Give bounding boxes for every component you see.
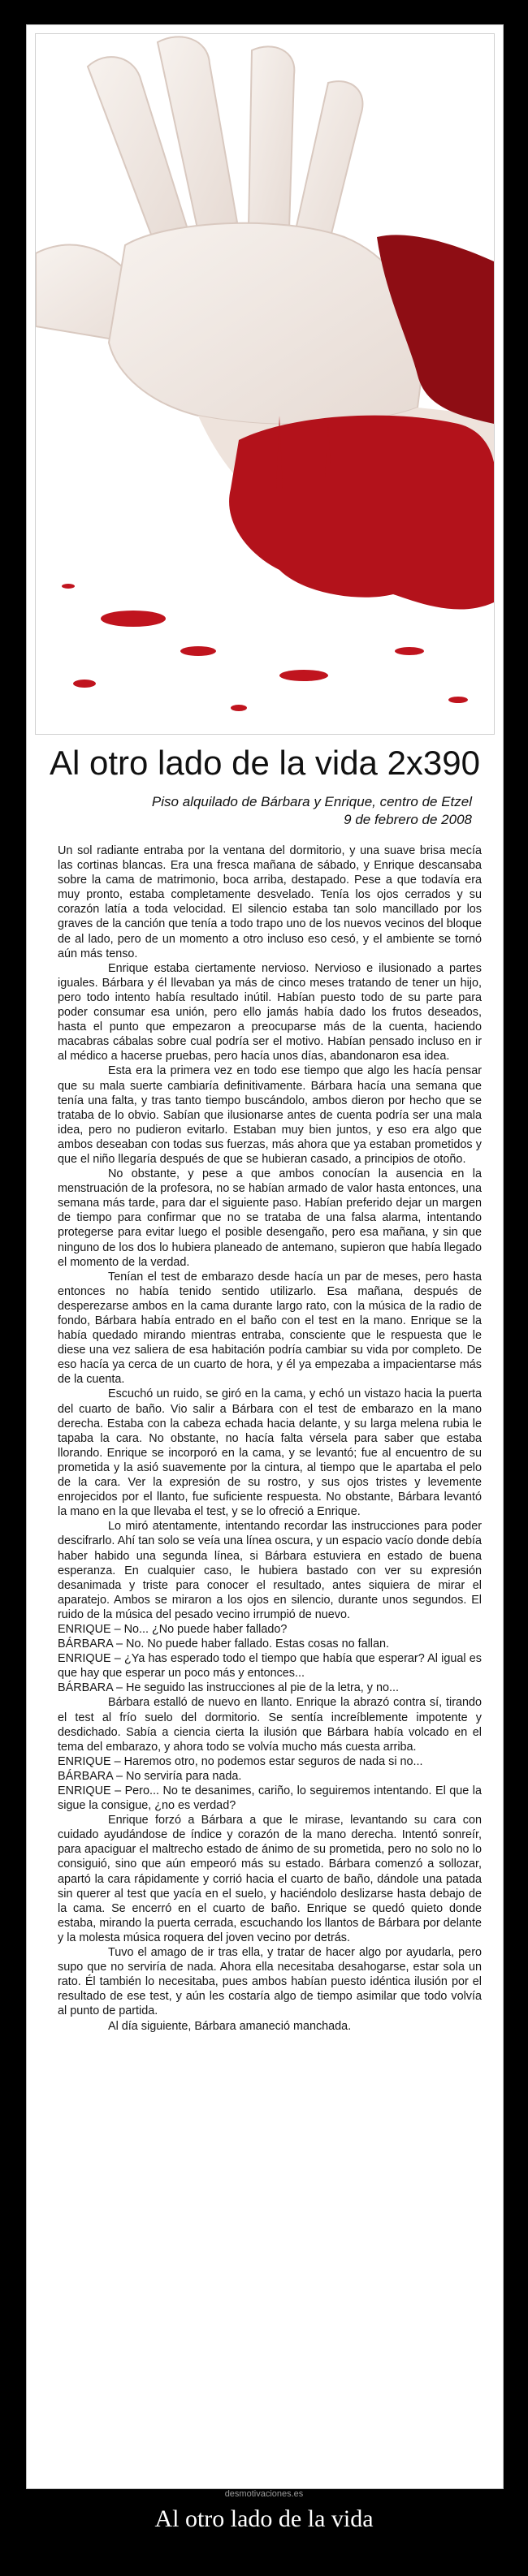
story-place: Piso alquilado de Bárbara y Enrique, centro de Etzel [151, 794, 472, 809]
story-paragraph: Tuvo el amago de ir tras ella, y tratar de hacer algo por ayudarla, pero supo que no serviría de nada. Ahora ella necesitaba desahogarse, estar sola un rato. Él también lo necesitaba, pues ambos habían puesto idéntica ilusión por el resultado de ese test, y aún les costaría algo de tiempo asimilar que todo volvía al punto de partida. [58, 1946, 482, 2018]
story-paragraph: Escuchó un ruido, se giró en la cama, y echó un vistazo hacia la puerta del cuarto de baño. Vio salir a Bárbara con el test de embarazo en la mano derecha. Estaba con la cabeza echada hacia delante, y su larga melena rubia le tapaba la cara. No obstante, no hacía falta vérsela para saber que estaba llorando. Enrique se incorporó en la cama, y se levantó; fue al encuentro de su prometida y la asió suavemente por la cintura, al tiempo que le apartaba el pelo de la cara. Ver la expresión de su rostro, y sus ojos tristes y levemente enrojecidos por el llanto, fue suficiente respuesta. No obstante, Bárbara levantó la mano en la que llevaba el test, y se lo ofreció a Enrique. [58, 1387, 482, 1519]
story-date: 9 de febrero de 2008 [344, 812, 472, 827]
story-paragraph: Al día siguiente, Bárbara amaneció manchada. [108, 2019, 352, 2033]
story-paragraph: Enrique forzó a Bárbara a que le mirase, levantando su cara con cuidado ayudándose de índice y corazón de la mano derecha. Intentó sonreír, para apaciguar el maltrecho estado de ánimo de su prometida, pero no solo no lo consiguió, sino que aún empeoró más su estado. Bárbara comenzó a sollozar, apartó la cara rápidamente y corrió hacia el cuarto de baño, dándole una patada sin querer al test que yacía en el suelo, y haciéndolo deslizarse hasta debajo de la cama. Se encerró en el cuarto de baño. Enrique se quedó quieto donde estaba, mirando la puerta cerrada, escuchando los llantos de Bárbara por delante y la molesta música roquera del joven vecino por detrás. [58, 1814, 482, 1944]
story-title: Al otro lado de la vida 2x390 [49, 744, 481, 782]
site-watermark: desmotivaciones.es [224, 2489, 304, 2499]
story-paragraph: Lo miró atentamente, intentando recordar las instrucciones para poder descifrarlo. Ahí tan solo se veía una línea oscura, y un espacio vacío donde debía haber habido una segunda línea, si Bárbara estuviera en estado de buena esperanza. En cualquier caso, le hubiera bastado con ver su expresión desanimada y triste para conocer el resultado, antes siquiera de mirar el aparatejo. Ambos se miraron a los ojos en silencio, durante unos segundos. El ruido de la música del pesado vecino irrumpió de nuevo. [58, 1520, 482, 1621]
story-paragraph: ENRIQUE – No... ¿No puede haber fallado? [58, 1622, 288, 1636]
story-body [58, 844, 482, 2034]
poster-frame [26, 24, 504, 2489]
story-paragraph: BÁRBARA – No. No puede haber fallado. Estas cosas no fallan. [58, 1638, 389, 1651]
story-paragraph: BÁRBARA – No serviría para nada. [58, 1769, 242, 1783]
story-paragraph: ENRIQUE – Pero... No te desanimes, cariño, lo seguiremos intentando. El que la sigue la consigue, ¿no es verdad? [58, 1784, 482, 1813]
story-paragraph: ENRIQUE – Haremos otro, no podemos estar seguros de nada si no... [58, 1754, 423, 1768]
story-setting [152, 793, 472, 829]
poster-caption: Al otro lado de la vida [154, 2505, 374, 2532]
story-paragraph: Enrique estaba ciertamente nervioso. Nervioso e ilusionado a partes iguales. Bárbara y él llevaban ya más de cinco meses tratando de tener un hijo, pero todo intento había resultado inútil. Habían puesto todo de su parte para poder consumar esa unión, pero ello jamás había dado los frutos deseados, hasta el punto que empezaron a preocuparse más de la cuenta, haciendo macabras cábalas sobre cual podría ser el motivo. Habían pensado incluso en ir al médico a hacerse pruebas, pero hacía unos días, abandonaron esa idea. [58, 961, 482, 1064]
story-paragraph: ENRIQUE – ¿Ya has esperado todo el tiempo que había que esperar? Al igual es que hay que esperar un poco más y entonces... [58, 1652, 482, 1681]
bloody-hand-image [36, 34, 494, 734]
story-paragraph: Tenían el test de embarazo desde hacía un par de meses, pero hasta entonces no había tenido sentido utilizarlo. Esa mañana, después de desperezarse ambos en la cama durante largo rato, con la música de la radio de fondo, Bárbara había entrado en el baño con el test en la mano. Enrique se la había quedado mirando mientras entraba, consciente que le respuesta que le diese una vez saliera de esa habitación podría cambiar su vida por completo. De eso hacía ya cerca de un cuarto de hora, y él ya empezaba a impacientarse más de la cuenta. [58, 1270, 482, 1387]
story-paragraph: Bárbara estalló de nuevo en llanto. Enrique la abrazó contra sí, tirando el test al frío suelo del dormitorio. Se sentía increíblemente impotente y desdichado. Sabía a ciencia cierta la ilusión que Bárbara había volcado en el tema del embarazo, y ahora todo se volvía mucho más cuesta arriba. [58, 1696, 482, 1754]
poster-image [36, 34, 494, 734]
story-paragraph: No obstante, y pese a que ambos conocían la ausencia en la menstruación de la profesora, no se habían armado de valor hasta entonces, una semana más tarde, para dar el siguiente paso. Habían preferido dejar un margen de tiempo para confirmar que no se trataba de una falsa alarma, intentando protegerse para evitar luego el posible desengaño, pero esa mañana, y sin que ninguno de los dos lo hubiera planeado de antemano, supieron que había llegado el momento de la verdad. [58, 1167, 482, 1269]
story-paragraph: Un sol radiante entraba por la ventana del dormitorio, y una suave brisa mecía las cortinas blancas. Era una fresca mañana de sábado, y Enrique descansaba sobre la cama de matrimonio, boca arriba, destapado. Pese a que todavía era muy pronto, estaba completamente desvelado. Tenía los ojos cerrados y su corazón latía a toda velocidad. El silencio estaba tan solo mancillado por los graves de la canción que tenía a todo trapo uno de los nuevos vecinos del bloque de al lado, pero de un momento a otro incluso eso cesó, y el ambiente se tornó aún más tenso. [58, 844, 482, 960]
story-paragraph: BÁRBARA – He seguido las instrucciones al pie de la letra, y no... [58, 1681, 399, 1695]
story-paragraph: Esta era la primera vez en todo ese tiempo que algo les hacía pensar que su mala suerte cambiaría definitivamente. Bárbara hacía una semana que tenía una falta, y tras tanto tiempo buscándolo, ambos dieron por hecho que se trataba de lo obvio. Sabían que ilusionarse antes de cuenta podría ser una mala idea, pero no pudieron evitarlo. Estaban muy bien juntos, y eso era algo que ambos deseaban con todas sus fuerzas, más ahora que ya estaban prometidos y que el niño llegaría después de que se hubieran casado, a principios de otoño. [58, 1064, 482, 1166]
